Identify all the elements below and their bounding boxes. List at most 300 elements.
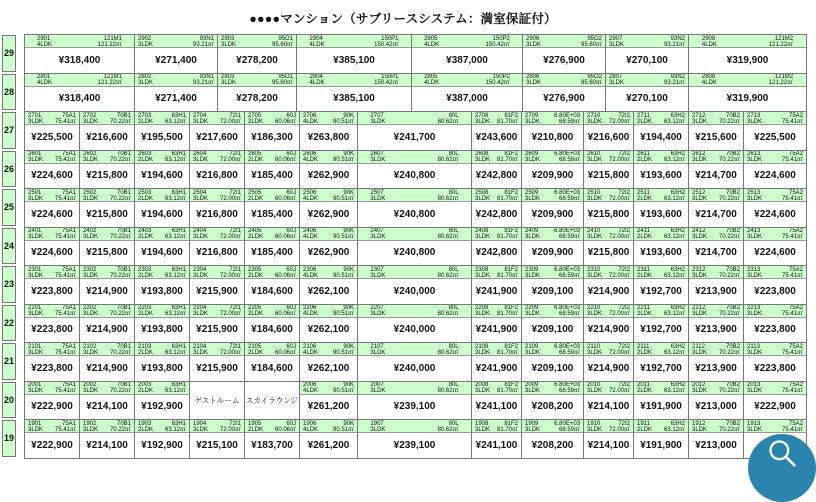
unit-cell[interactable]	[523, 35, 606, 73]
unit-cell[interactable]	[300, 420, 358, 458]
unit-header-right	[609, 305, 630, 317]
unit-number: 2708	[475, 112, 489, 119]
unit-cell[interactable]	[523, 74, 606, 112]
unit-header-left	[637, 151, 652, 163]
unit-cell[interactable]	[80, 151, 135, 189]
unit-cell[interactable]	[584, 189, 634, 227]
unit-cell[interactable]	[689, 189, 744, 227]
unit-cell[interactable]	[744, 151, 807, 189]
unit-cell[interactable]	[634, 112, 689, 150]
unit-price: ¥241,100	[475, 401, 518, 413]
unit-cell[interactable]	[522, 228, 584, 266]
unit-cell[interactable]	[522, 420, 584, 458]
unit-cell[interactable]	[245, 266, 300, 304]
unit-cell[interactable]	[358, 343, 472, 381]
unit-number: 2705	[248, 112, 262, 119]
unit-header-right	[220, 228, 241, 240]
unit-cell[interactable]	[472, 420, 522, 458]
unit-header	[218, 35, 296, 48]
unit-cell[interactable]	[522, 266, 584, 304]
unit-type: 70B1	[116, 343, 131, 350]
unit-type: 75A2	[788, 228, 803, 234]
unit-cell[interactable]	[584, 151, 634, 189]
unit-cell[interactable]	[358, 112, 472, 150]
floor-row	[24, 188, 807, 227]
unit-cell[interactable]	[472, 382, 522, 420]
unit-price: ¥240,000	[393, 324, 436, 336]
unit-price: ¥318,400	[58, 54, 101, 66]
unit-header	[412, 35, 522, 48]
unit-number: 2209	[525, 305, 539, 311]
unit-cell[interactable]	[80, 420, 135, 458]
unit-cell[interactable]	[24, 420, 80, 458]
unit-header-right	[769, 74, 793, 86]
unit-header	[523, 74, 605, 87]
unit-type: 6.80E+03	[554, 420, 580, 427]
unit-area: 75.41㎡	[54, 118, 76, 125]
unit-number: 2013	[747, 382, 761, 388]
unit-cell[interactable]	[218, 74, 297, 112]
unit-layout: 3LDK	[370, 118, 386, 125]
unit-header-right	[719, 151, 740, 163]
unit-price: ¥239,100	[393, 439, 436, 451]
unit-cell[interactable]	[190, 228, 245, 266]
unit-header-right	[664, 151, 685, 163]
unit-cell[interactable]	[358, 420, 472, 458]
unit-cell[interactable]	[634, 382, 689, 420]
unit-cell[interactable]	[135, 343, 190, 381]
unit-price: ¥193,800	[141, 285, 183, 297]
unit-cell[interactable]	[472, 112, 522, 150]
unit-header-right	[719, 228, 740, 240]
unit-layout: 2LDK	[637, 157, 653, 163]
unit-number: 2006	[303, 382, 317, 388]
unit-area: 75.41㎡	[54, 157, 76, 163]
unit-cell[interactable]	[744, 343, 807, 381]
unit-type: 63H2	[670, 228, 685, 234]
unit-header	[218, 74, 296, 87]
unit-header-left	[28, 420, 43, 432]
unit-header-right	[438, 151, 459, 163]
unit-layout: 3LDK	[221, 80, 237, 86]
unit-number: 2803	[221, 74, 235, 80]
unit-layout: 3LDK	[587, 118, 603, 125]
unit-cell[interactable]	[584, 382, 634, 420]
unit-type: 80L	[448, 266, 459, 273]
unit-number: 2902	[138, 35, 152, 42]
unit-cell[interactable]	[245, 112, 300, 150]
unit-number: 2410	[587, 228, 601, 234]
unit-cell[interactable]	[634, 189, 689, 227]
unit-header-left	[475, 189, 490, 201]
unit-cell[interactable]	[24, 343, 80, 381]
unit-header-right	[554, 343, 580, 355]
unit-cell[interactable]	[190, 189, 245, 227]
unit-cell[interactable]	[80, 189, 135, 227]
unit-cell[interactable]	[297, 74, 412, 112]
unit-cell[interactable]	[606, 74, 689, 112]
unit-cell[interactable]	[190, 112, 245, 150]
unit-area: 70.22㎡	[718, 118, 740, 125]
unit-layout: 3LDK	[692, 388, 708, 394]
unit-number: 2110	[587, 343, 600, 350]
unit-cell[interactable]	[80, 305, 135, 343]
unit-cell[interactable]	[245, 228, 300, 266]
unit-cell[interactable]	[358, 266, 472, 304]
unit-price: ¥225,500	[31, 131, 73, 143]
unit-header	[80, 382, 134, 395]
unit-cell[interactable]	[634, 343, 689, 381]
unit-header-right	[438, 228, 459, 240]
unit-header	[190, 266, 244, 279]
unit-area: 72.00㎡	[608, 118, 630, 125]
unit-layout: 3LDK	[370, 388, 386, 394]
unit-header-left	[221, 74, 236, 86]
unit-layout: 3LDK	[747, 388, 763, 394]
unit-type: 63H2	[670, 305, 685, 311]
unit-price: ¥240,000	[393, 362, 436, 374]
unit-header-right	[333, 305, 354, 317]
unit-cell[interactable]	[135, 74, 218, 112]
unit-header	[689, 382, 743, 395]
unit-cell[interactable]	[24, 228, 80, 266]
unit-cell[interactable]	[634, 266, 689, 304]
unit-cell[interactable]	[472, 228, 522, 266]
unit-header-right	[98, 35, 122, 47]
unit-cell[interactable]	[584, 266, 634, 304]
unit-cell[interactable]	[358, 382, 472, 420]
unit-header	[472, 305, 521, 318]
unit-header-right	[193, 74, 214, 86]
unit-cell[interactable]	[522, 382, 584, 420]
unit-cell[interactable]	[472, 189, 522, 227]
unit-area: 70.22㎡	[109, 234, 131, 240]
unit-cell[interactable]	[634, 151, 689, 189]
unit-cell[interactable]	[689, 35, 807, 73]
unit-cell[interactable]	[412, 74, 523, 112]
unit-header	[135, 420, 189, 433]
unit-cell[interactable]	[358, 305, 472, 343]
unit-cell[interactable]	[689, 228, 744, 266]
floor-label: 24	[2, 228, 16, 265]
unit-cell[interactable]	[584, 112, 634, 150]
unit-cell[interactable]	[522, 189, 584, 227]
unit-header	[80, 228, 134, 241]
unit-header	[606, 74, 688, 87]
unit-cell[interactable]	[744, 266, 807, 304]
unit-cell[interactable]	[584, 228, 634, 266]
unit-area: 93.21㎡	[192, 41, 214, 48]
zoom-button[interactable]	[748, 434, 816, 502]
unit-type: 6.80E+03	[554, 305, 580, 311]
unit-cell[interactable]	[358, 228, 472, 266]
unit-layout: 4LDK	[303, 157, 319, 163]
unit-type: 90K	[343, 305, 354, 311]
unit-area: 75.41㎡	[54, 388, 76, 394]
unit-header-left	[370, 151, 385, 163]
unit-header	[689, 35, 806, 48]
unit-cell[interactable]	[24, 305, 80, 343]
unit-header	[472, 228, 521, 241]
unit-price: ¥223,800	[31, 362, 73, 374]
unit-cell[interactable]	[522, 305, 584, 343]
unit-area: 63.12㎡	[663, 349, 685, 356]
unit-cell[interactable]	[80, 343, 135, 381]
unit-layout: 2LDK	[138, 388, 154, 394]
unit-type: 95O2	[587, 35, 602, 42]
unit-price: ¥214,900	[86, 285, 128, 297]
unit-number: 2804	[309, 74, 323, 80]
unit-header-left	[747, 420, 762, 432]
unit-header	[135, 343, 189, 356]
unit-type: 63H2	[670, 266, 685, 273]
unit-price: ¥243,600	[475, 131, 518, 143]
unit-area: 81.70㎡	[496, 234, 518, 240]
unit-cell[interactable]	[689, 112, 744, 150]
unit-cell[interactable]	[634, 305, 689, 343]
unit-cell[interactable]	[689, 382, 744, 420]
unit-header-right	[220, 189, 241, 201]
unit-header-left	[248, 189, 263, 201]
unit-area: 95.60㎡	[580, 41, 602, 48]
facility-label: スカイラウンジ	[245, 395, 299, 405]
unit-type: 121M1	[103, 35, 123, 42]
unit-type: 63H1	[171, 382, 186, 388]
unit-header-right	[486, 74, 510, 86]
unit-layout: 4LDK	[309, 80, 325, 86]
unit-price: ¥215,900	[196, 362, 238, 374]
unit-header	[80, 151, 134, 164]
unit-header-right	[719, 343, 740, 355]
unit-area: 80.62㎡	[437, 157, 459, 163]
unit-header-left	[138, 189, 153, 201]
unit-layout: 2LDK	[248, 157, 264, 163]
unit-cell[interactable]	[744, 112, 807, 150]
unit-cell[interactable]	[245, 305, 300, 343]
unit-cell[interactable]	[522, 151, 584, 189]
unit-cell[interactable]	[300, 228, 358, 266]
unit-price: ¥214,900	[86, 324, 128, 336]
unit-header	[634, 151, 688, 164]
unit-number: 2502	[83, 189, 97, 196]
unit-cell[interactable]	[297, 35, 412, 73]
unit-header-right	[664, 228, 685, 240]
unit-area: 80.62㎡	[437, 311, 459, 317]
table-bottom-border	[24, 458, 807, 459]
unit-cell[interactable]	[689, 74, 807, 112]
unit-header	[358, 343, 471, 356]
unit-cell[interactable]	[300, 343, 358, 381]
unit-type: 93N2	[670, 74, 685, 80]
unit-cell[interactable]	[24, 112, 80, 150]
unit-number: 2308	[475, 266, 489, 273]
unit-price: ¥224,600	[31, 170, 73, 182]
unit-header	[472, 189, 521, 202]
unit-cell[interactable]	[472, 151, 522, 189]
unit-cell[interactable]	[135, 382, 190, 420]
unit-cell[interactable]	[472, 343, 522, 381]
unit-header-right	[438, 343, 459, 355]
unit-header-left	[692, 382, 707, 394]
unit-header-left	[83, 382, 98, 394]
unit-cell[interactable]	[135, 189, 190, 227]
unit-cell[interactable]	[744, 382, 807, 420]
unit-cell[interactable]	[135, 35, 218, 73]
unit-cell[interactable]	[245, 151, 300, 189]
unit-cell[interactable]	[634, 420, 689, 458]
unit-header	[634, 305, 688, 318]
unit-cell[interactable]	[689, 420, 744, 458]
unit-cell[interactable]	[135, 420, 190, 458]
unit-cell[interactable]	[584, 420, 634, 458]
unit-header-left	[702, 74, 717, 86]
unit-type: 63H2	[670, 420, 685, 427]
unit-cell[interactable]	[689, 343, 744, 381]
unit-area: 72.00㎡	[608, 195, 630, 202]
unit-cell[interactable]	[190, 151, 245, 189]
unit-header-left	[747, 305, 762, 317]
unit-type: 60J	[286, 266, 296, 273]
unit-cell[interactable]	[190, 305, 245, 343]
unit-layout: 3LDK	[138, 41, 154, 48]
unit-cell[interactable]	[190, 343, 245, 381]
unit-number: 2704	[193, 112, 207, 119]
unit-type: 121M2	[774, 74, 794, 80]
unit-cell[interactable]	[135, 151, 190, 189]
unit-cell[interactable]	[584, 305, 634, 343]
unit-price: ¥215,900	[196, 324, 238, 336]
unit-cell[interactable]	[472, 266, 522, 304]
unit-price: ¥242,800	[475, 170, 518, 182]
unit-cell[interactable]	[300, 151, 358, 189]
unit-header-right	[782, 382, 803, 394]
unit-layout: 3LDK	[525, 349, 541, 356]
unit-cell[interactable]	[24, 151, 80, 189]
unit-cell[interactable]	[24, 35, 135, 73]
unit-header	[245, 420, 299, 433]
unit-type: 75A1	[61, 151, 76, 157]
unit-header	[744, 112, 806, 125]
unit-cell[interactable]	[744, 189, 807, 227]
unit-cell[interactable]	[135, 112, 190, 150]
unit-header-left	[28, 151, 43, 163]
unit-cell[interactable]	[135, 228, 190, 266]
unit-cell[interactable]	[24, 382, 80, 420]
unit-cell[interactable]	[24, 74, 135, 112]
unit-layout: 3LDK	[525, 157, 541, 163]
unit-cell[interactable]	[218, 35, 297, 73]
unit-header-left	[424, 35, 439, 47]
unit-header-left	[747, 112, 762, 124]
unit-cell[interactable]	[744, 228, 807, 266]
floor-label: 21	[2, 343, 16, 380]
unit-cell[interactable]	[190, 420, 245, 458]
unit-cell[interactable]	[80, 266, 135, 304]
unit-cell[interactable]	[744, 305, 807, 343]
unit-cell[interactable]	[634, 228, 689, 266]
unit-layout: 3LDK	[525, 388, 541, 394]
unit-cell[interactable]	[689, 266, 744, 304]
unit-number: 2907	[609, 35, 623, 42]
unit-layout: 2LDK	[637, 234, 653, 240]
unit-layout: 3LDK	[193, 195, 209, 202]
unit-header	[190, 420, 244, 433]
unit-cell[interactable]	[245, 189, 300, 227]
unit-header	[744, 189, 806, 202]
unit-cell[interactable]	[245, 420, 300, 458]
unit-price: ¥214,100	[86, 401, 128, 413]
unit-cell[interactable]	[606, 35, 689, 73]
unit-header	[25, 189, 79, 202]
unit-header-right	[719, 112, 740, 124]
unit-cell[interactable]	[300, 305, 358, 343]
unit-header	[25, 343, 79, 356]
unit-number: 2107	[370, 343, 384, 350]
unit-header-right	[165, 112, 186, 124]
unit-header	[744, 228, 806, 241]
unit-cell[interactable]	[522, 343, 584, 381]
unit-cell[interactable]	[135, 305, 190, 343]
unit-layout: 3LDK	[28, 118, 44, 125]
unit-cell[interactable]	[80, 382, 135, 420]
unit-cell[interactable]	[300, 112, 358, 150]
unit-price: ¥184,600	[251, 285, 293, 297]
unit-header-left	[475, 112, 490, 124]
unit-price: ¥224,600	[31, 208, 73, 220]
unit-header-right	[165, 189, 186, 201]
unit-cell[interactable]	[472, 305, 522, 343]
unit-header-left	[692, 343, 707, 355]
unit-type: 60J	[286, 151, 296, 157]
unit-header-right	[609, 228, 630, 240]
unit-cell[interactable]	[135, 266, 190, 304]
unit-cell[interactable]	[358, 151, 472, 189]
unit-type: 63H2	[670, 189, 685, 196]
unit-cell[interactable]	[80, 228, 135, 266]
unit-price: ¥222,900	[31, 439, 73, 451]
unit-cell[interactable]	[584, 343, 634, 381]
unit-cell[interactable]	[190, 266, 245, 304]
unit-cell[interactable]	[358, 189, 472, 227]
unit-cell[interactable]	[80, 112, 135, 150]
unit-layout: 2LDK	[138, 157, 154, 163]
unit-number: 2213	[747, 305, 761, 311]
unit-cell[interactable]	[300, 189, 358, 227]
unit-number: 2204	[193, 305, 207, 311]
unit-layout: 4LDK	[303, 426, 319, 433]
unit-area: 90.51㎡	[332, 195, 354, 202]
unit-header-left	[28, 382, 43, 394]
unit-cell[interactable]	[412, 35, 523, 73]
unit-area: 75.41㎡	[781, 426, 803, 433]
unit-header-left	[587, 305, 602, 317]
unit-cell[interactable]	[300, 382, 358, 420]
unit-price: ¥241,900	[475, 324, 518, 336]
unit-cell[interactable]	[689, 305, 744, 343]
unit-header	[135, 189, 189, 202]
unit-cell[interactable]	[300, 266, 358, 304]
unit-cell[interactable]	[522, 112, 584, 150]
unit-cell[interactable]	[24, 266, 80, 304]
unit-number: 2304	[193, 266, 207, 273]
unit-cell[interactable]	[24, 189, 80, 227]
unit-price: ¥191,900	[640, 439, 682, 451]
unit-cell[interactable]	[245, 343, 300, 381]
unit-cell[interactable]	[689, 151, 744, 189]
unit-header	[744, 305, 806, 318]
unit-type: 80L	[448, 343, 459, 350]
unit-type: 60J	[286, 112, 296, 119]
